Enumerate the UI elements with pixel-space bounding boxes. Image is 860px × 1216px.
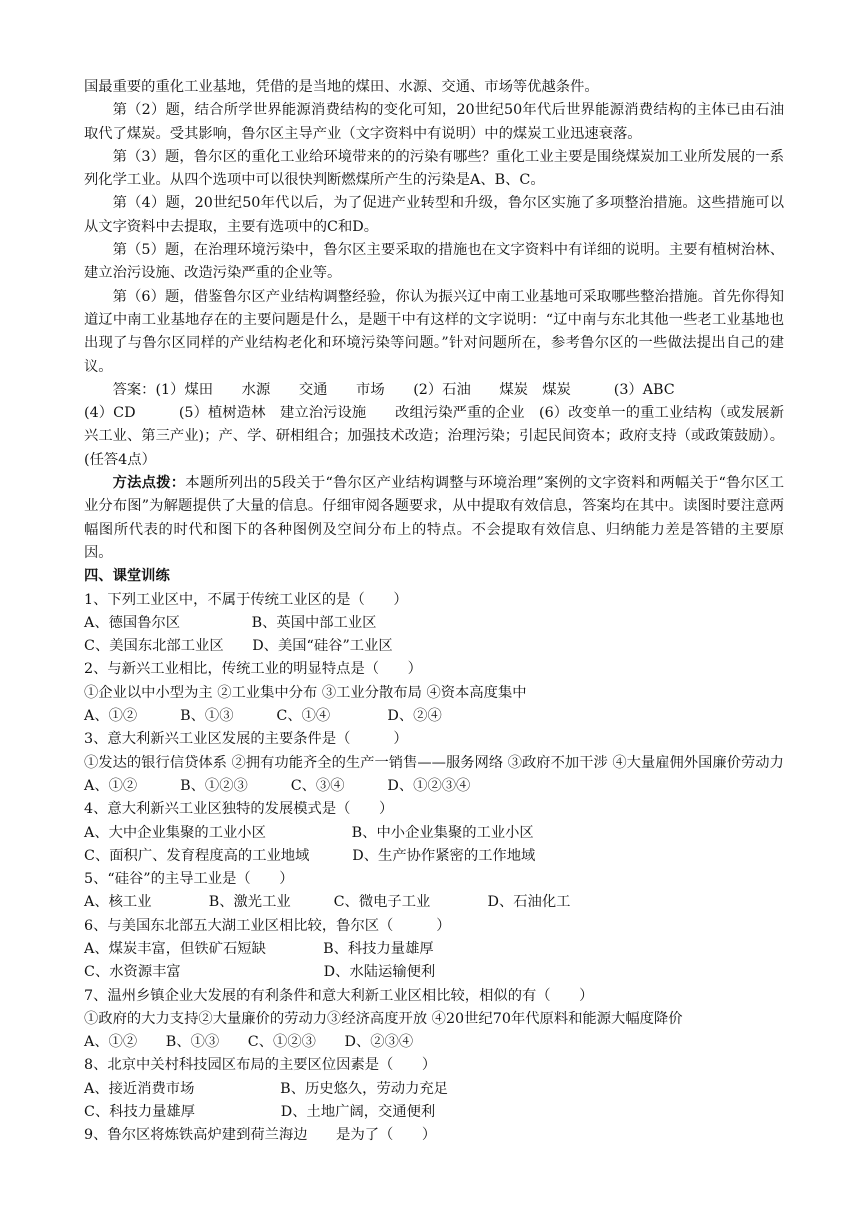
method-tip: [84, 472, 784, 565]
analysis-q4: 第（4）题，20世纪50年代以后，为了促进产业转型和升级，鲁尔区实施了多项整治措施。这些措施可以从文字资料中去提取，主要有选项中的C和D。: [84, 195, 784, 235]
question-option-line: A、①② B、①②③ C、③④ D、①②③④: [84, 777, 471, 794]
question-option-line: A、①② B、①③ C、①④ D、②④: [84, 708, 442, 725]
question-7: [84, 985, 784, 1055]
question-stem: 1、下列工业区中，不属于传统工业区的是（ ）: [84, 591, 408, 608]
question-option-line: A、核工业 B、激光工业 C、微电子工业 D、石油化工: [84, 894, 571, 911]
question-stem: 6、与美国东北部五大湖工业区相比较，鲁尔区（ ）: [84, 917, 451, 934]
question-option-line: C、水资源丰富 D、水陆运输便利: [84, 964, 436, 981]
analysis-q6: 第（6）题，借鉴鲁尔区产业结构调整经验，你认为振兴辽中南工业基地可采取哪些整治措施。首先你得知道辽中南工业基地存在的主要问题是什么，是题干中有这样的文字说明：“辽中南与东北其他一些老工业基地也出现了与鲁尔区同样的产业结构老化和环境污染等问题。”针对问题所在，参考鲁尔区的一些做法提出自己的建议。: [84, 288, 784, 375]
question-option-line: A、①② B、①③ C、①②③ D、②③④: [84, 1034, 414, 1051]
analysis-q2: 第（2）题，结合所学世界能源消费结构的变化可知，20世纪50年代后世界能源消费结构的主体已由石油取代了煤炭。受其影响，鲁尔区主导产业（文字资料中有说明）中的煤炭工业迅速衰落。: [84, 102, 784, 142]
answer-line-1: 答案：(1）煤田 水源 交通 市场 (2）石油 煤炭 煤炭 (3）ABC: [112, 381, 675, 398]
question-2: [84, 658, 784, 728]
question-stem: 8、北京中关村科技园区布局的主要区位因素是（ ）: [84, 1057, 437, 1074]
section-title: 四、课堂训练: [84, 568, 170, 585]
question-option-line: C、美国东北部工业区 D、美国“硅谷”工业区: [84, 638, 393, 655]
method-tip-text: 本题所列出的5段关于“鲁尔区产业结构调整与环境治理”案例的文字资料和两幅关于“鲁尔区工业分布图”为解题提供了大量的信息。仔细审阅各题要求，从中提取有效信息，答案均在其中。读图时要注意两幅图所代表的时代和图下的各种图例及空间分布上的特点。不会提取有效信息、归纳能力差是答错的主要原因。: [84, 475, 784, 561]
question-6: [84, 915, 784, 985]
answer-line-2: (4）CD (5）植树造林 建立治污设施 改组污染严重的企业 (6）改变单一的重工业结构（或发展新兴工业、第三产业)；产、学、研相组合；加强技术改造；治理污染；引起民间资本；政府支持（或政策鼓励）。(任答4点）: [84, 405, 784, 468]
document-page: [84, 76, 784, 1148]
analysis-continuation: 国最重要的重化工业基地，凭借的是当地的煤田、水源、交通、市场等优越条件。: [84, 79, 599, 95]
question-option-line: A、接近消费市场 B、历史悠久，劳动力充足: [84, 1080, 448, 1097]
method-tip-label: 方法点拨：: [112, 475, 186, 492]
question-option-line: A、煤炭丰富，但铁矿石短缺 B、科技力量雄厚: [84, 940, 434, 957]
question-8: [84, 1054, 784, 1124]
question-option-line: ①企业以中小型为主 ②工业集中分布 ③工业分散布局 ④资本高度集中: [84, 684, 527, 701]
question-4: [84, 798, 784, 868]
question-option-line: A、德国鲁尔区 B、英国中部工业区: [84, 614, 377, 631]
question-5: [84, 868, 784, 915]
question-list: [84, 589, 784, 1148]
question-3: [84, 728, 784, 798]
question-stem: 3、意大利新兴工业区发展的主要条件是（ ）: [84, 731, 408, 748]
question-option-line: ①政府的大力支持②大量廉价的劳动力③经济高度开放 ④20世纪70年代原料和能源大幅度降价: [84, 1010, 683, 1027]
analysis-q3: 第（3）题，鲁尔区的重化工业给环境带来的的污染有哪些？重化工业主要是围绕煤炭加工业所发展的一系列化学工业。从四个选项中可以很快判断燃煤所产生的污染是A、B、C。: [84, 148, 784, 189]
question-option-line: A、大中企业集聚的工业小区 B、中小企业集聚的工业小区: [84, 824, 534, 841]
question-stem: 2、与新兴工业相比，传统工业的明显特点是（ ）: [84, 661, 422, 678]
question-stem: 9、鲁尔区将炼铁高炉建到荷兰海边 是为了（ ）: [84, 1127, 437, 1144]
question-stem: 5、“硅谷”的主导工业是（ ）: [84, 871, 294, 888]
question-stem: 4、意大利新兴工业区独特的发展模式是（ ）: [84, 801, 394, 818]
question-1: [84, 589, 784, 659]
question-option-line: C、面积广、发育程度高的工业地域 D、生产协作紧密的工作地域: [84, 847, 536, 864]
question-option-line: ①发达的银行信贷体系 ②拥有功能齐全的生产一销售——服务网络 ③政府不加干涉 ④大量雇佣外国廉价劳动力: [84, 754, 784, 771]
question-stem: 7、温州乡镇企业大发展的有利条件和意大利新工业区相比较，相似的有（ ）: [84, 987, 594, 1004]
analysis-q5: 第（5）题，在治理环境污染中，鲁尔区主要采取的措施也在文字资料中有详细的说明。主要有植树治林、建立治污设施、改造污染严重的企业等。: [84, 242, 784, 282]
question-option-line: C、科技力量雄厚 D、土地广阔，交通便利: [84, 1104, 436, 1121]
question-9: [84, 1124, 784, 1147]
